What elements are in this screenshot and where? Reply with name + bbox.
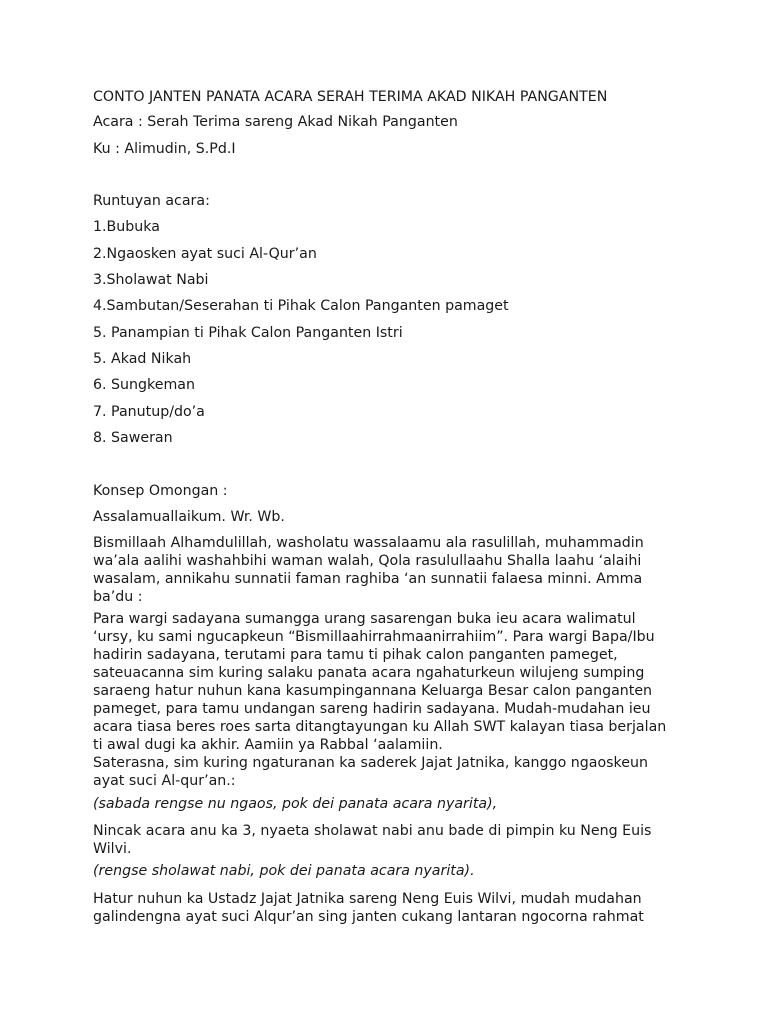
rundown-item: 8. Saweran (93, 430, 173, 446)
rundown-item: 2.Ngaosken ayat suci Al-Qur’an (93, 246, 317, 262)
opening-paragraph (93, 534, 693, 606)
stage-note: (sabada rengse nu ngaos, pok dei panata acara nyarita), (93, 796, 498, 812)
welcome-paragraph (93, 610, 693, 754)
sholawat-paragraph (93, 822, 693, 858)
paragraph-line: Nincak acara anu ka 3, nyaeta sholawat nabi anu bade di pimpin ku Neng Euis (93, 823, 652, 839)
rundown-heading: Runtuyan acara: (93, 193, 210, 209)
rundown-item: 7. Panutup/do’a (93, 404, 205, 420)
paragraph-line: Para wargi sadayana sumangga urang sasarengan buka ieu acara walimatul (93, 611, 636, 627)
rundown-item: 5. Akad Nikah (93, 351, 192, 367)
document-title: CONTO JANTEN PANATA ACARA SERAH TERIMA AKAD NIKAH PANGANTEN (93, 89, 608, 105)
paragraph-line: ayat suci Al-qur’an.: (93, 773, 236, 789)
paragraph-line: sateuacanna sim kuring salaku panata acara ngahaturkeun wilujeng sumping (93, 665, 645, 681)
paragraph-line: wa’ala aalihi washahbihi waman walah, Qola rasulullaahu Shalla laahu ‘alaihi (93, 553, 642, 569)
speech-heading: Konsep Omongan : (93, 483, 228, 499)
rundown-item: 4.Sambutan/Seserahan ti Pihak Calon Panganten pamaget (93, 298, 509, 314)
quran-invitation-paragraph (93, 754, 693, 790)
rundown-item: 1.Bubuka (93, 219, 160, 235)
rundown-item: 5. Panampian ti Pihak Calon Panganten Istri (93, 325, 403, 341)
author-line: Ku : Alimudin, S.Pd.I (93, 141, 236, 157)
rundown-item: 6. Sungkeman (93, 377, 195, 393)
rundown-item: 3.Sholawat Nabi (93, 272, 209, 288)
paragraph-line: Hatur nuhun ka Ustadz Jajat Jatnika sareng Neng Euis Wilvi, mudah mudahan (93, 891, 642, 907)
event-line: Acara : Serah Terima sareng Akad Nikah Panganten (93, 114, 458, 130)
paragraph-line: hadirin sadayana, terutami para tamu ti pihak calon panganten pameget, (93, 647, 618, 663)
paragraph-line: ‘ursy, ku sami ngucapkeun “Bismillaahirrahmaanirrahiim”. Para wargi Bapa/Ibu (93, 629, 655, 645)
thanks-paragraph (93, 890, 693, 926)
paragraph-line: Saterasna, sim kuring ngaturanan ka saderek Jajat Jatnika, kanggo ngaoskeun (93, 755, 648, 771)
paragraph-line: galindengna ayat suci Alqur’an sing janten cukang lantaran ngocorna rahmat (93, 909, 644, 925)
paragraph-line: Wilvi. (93, 841, 132, 857)
greeting: Assalamuallaikum. Wr. Wb. (93, 509, 285, 525)
paragraph-line: ti awal dugi ka akhir. Aamiin ya Rabbal ‘aalamiin. (93, 737, 443, 753)
paragraph-line: wasalam, annikahu sunnatii faman raghiba ‘an sunnatii falaesa minni. Amma (93, 571, 643, 587)
paragraph-line: Bismillaah Alhamdulillah, washolatu wassalaamu ala rasulillah, muhammadin (93, 535, 644, 551)
paragraph-line: pameget, para tamu undangan sareng hadirin sadayana. Mudah-mudahan ieu (93, 701, 651, 717)
paragraph-line: saraeng hatur nuhun kana kasumpingannana Keluarga Besar calon panganten (93, 683, 653, 699)
paragraph-line: acara tiasa beres roes sarta ditangtayungan ku Allah SWT kalayan tiasa berjalan (93, 719, 667, 735)
stage-note: (rengse sholawat nabi, pok dei panata acara nyarita). (93, 863, 475, 879)
paragraph-line: ba’du : (93, 589, 143, 605)
